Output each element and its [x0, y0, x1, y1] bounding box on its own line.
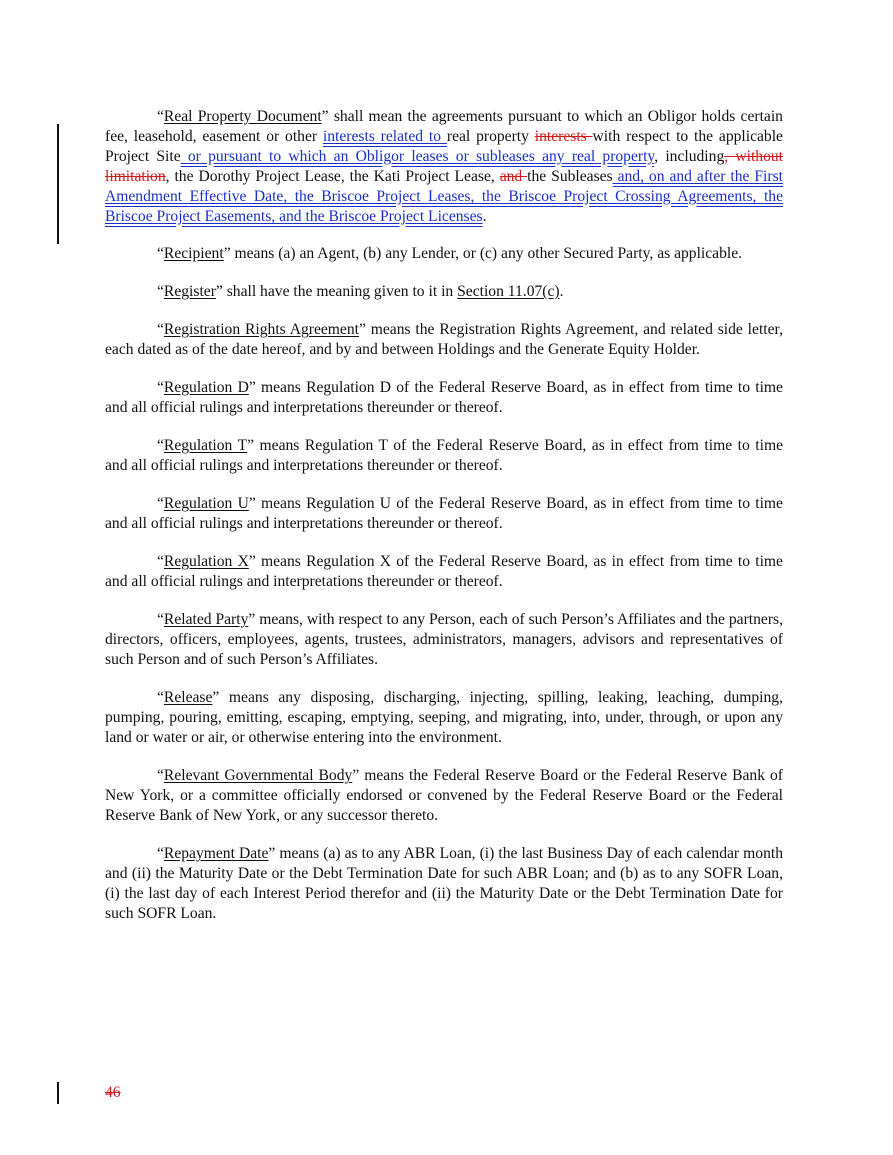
definition-paragraph: “Registration Rights Agreement” means the Registration Rights Agreement, and related side letter, each dated as of the date hereof, and by and between Holdings and the Generate Equity Holder.: [105, 321, 783, 358]
definition-paragraph: “Regulation U” means Regulation U of the Federal Reserve Board, as in effect from time to time and all official rulings and interpretations thereunder or thereof.: [105, 495, 783, 532]
defined-term: Regulation U: [163, 495, 249, 512]
change-bar-top: [57, 124, 59, 244]
deleted-text: interests: [534, 128, 593, 145]
change-bar-bottom: [57, 1082, 59, 1104]
defined-term: Regulation T: [163, 437, 248, 454]
definition-text: , the Dorothy Project Lease, the Kati Project Lease,: [165, 168, 500, 185]
inserted-text: or pursuant to which an Obligor leases or subleases any real property: [180, 148, 655, 165]
definition-text: ” means Regulation D of the Federal Reserve Board, as in effect from time to time and all official rulings and interpretations thereunder or thereof.: [105, 379, 783, 416]
page-number: 46: [105, 1084, 121, 1101]
definition-paragraph: “Register” shall have the meaning given to it in Section 11.07(c).: [157, 283, 564, 300]
defined-term: Register: [163, 283, 216, 300]
definition-text: ” means the Registration Rights Agreement, and related side letter, each dated as of the date hereof, and by and between Holdings and the Generate Equity Holder.: [105, 321, 783, 358]
definition-text: ” means Regulation U of the Federal Reserve Board, as in effect from time to time and all official rulings and interpretations thereunder or thereof.: [105, 495, 783, 532]
definition-text: ” shall mean the agreements pursuant to which an Obligor holds certain fee, leasehold, easement or other: [105, 108, 783, 145]
definition-paragraph: “Recipient” means (a) an Agent, (b) any Lender, or (c) any other Secured Party, as applicable.: [157, 245, 743, 262]
defined-term: Real Property Document: [163, 108, 322, 125]
deleted-text: , without limitation: [105, 148, 784, 185]
definition-paragraph: “Regulation D” means Regulation D of the Federal Reserve Board, as in effect from time to time and all official rulings and interpretations thereunder or thereof.: [105, 379, 783, 416]
definition-paragraph: “Real Property Document” shall mean the agreements pursuant to which an Obligor holds certain fee, leasehold, easement or other interests related to real property interests with respect to the applicable Project Site or pursuant to which an Obligor leases or subleases any real property, including, without limitation, the Dorothy Project Lease, the Kati Project Lease, and the Subleases and, on and after the First Amendment Effective Date, the Briscoe Project Leases, the Briscoe Project Crossing Agreements, the Briscoe Project Easements, and the Briscoe Project Licenses.: [105, 108, 784, 225]
inserted-text: and, on and after the First Amendment Effective Date, the Briscoe Project Leases, the Briscoe Project Crossing Agreements, the Briscoe Project Easements, and the Briscoe Project Licenses: [105, 168, 783, 225]
definition-paragraph: “Repayment Date” means (a) as to any ABR Loan, (i) the last Business Day of each calendar month and (ii) the Maturity Date or the Debt Termination Date for such ABR Loan; and (b) as to any SOFR Loan, (i) the last day of each Interest Period therefor and (ii) the Maturity Date or the Debt Termination Date for such SOFR Loan.: [105, 845, 783, 922]
defined-term: Recipient: [163, 245, 224, 262]
definition-text: ” means (a) as to any ABR Loan, (i) the last Business Day of each calendar month and (ii) the Maturity Date or the Debt Termination Date for such ABR Loan; and (b) as to any SOFR Loan, (i) the last day of each Interest Period therefor and (ii) the Maturity Date or the Debt Termination Date for such SOFR Loan.: [105, 845, 783, 922]
definition-paragraph: “Related Party” means, with respect to any Person, each of such Person’s Affiliates and the partners, directors, officers, employees, agents, trustees, administrators, managers, advisors and representatives of such Person and of such Person’s Affiliates.: [105, 611, 783, 668]
definition-text: with respect to the applicable Project Site: [105, 128, 783, 165]
defined-term: Relevant Governmental Body: [163, 767, 353, 784]
definition-text: ” means the Federal Reserve Board or the Federal Reserve Bank of New York, or a committee officially endorsed or convened by the Federal Reserve Board or the Federal Reserve Bank of New York, or any successor thereto.: [105, 767, 783, 824]
definition-text: , including: [654, 148, 725, 165]
definition-paragraph: “Relevant Governmental Body” means the Federal Reserve Board or the Federal Reserve Bank of New York, or a committee officially endorsed or convened by the Federal Reserve Board or the Federal Reserve Bank of New York, or any successor thereto.: [105, 767, 783, 824]
defined-term: Repayment Date: [163, 845, 269, 862]
definition-paragraph: “Regulation T” means Regulation T of the Federal Reserve Board, as in effect from time to time and all official rulings and interpretations thereunder or thereof.: [105, 437, 783, 474]
definition-text: ” means, with respect to any Person, each of such Person’s Affiliates and the partners, directors, officers, employees, agents, trustees, administrators, managers, advisors and representatives of such Person and of such Person’s Affiliates.: [105, 611, 783, 668]
definition-text: ” means Regulation X of the Federal Reserve Board, as in effect from time to time and all official rulings and interpretations thereunder or thereof.: [105, 553, 783, 590]
defined-term: Regulation D: [163, 379, 249, 396]
definition-text: ” shall have the meaning given to it in: [215, 283, 458, 300]
deleted-text: and: [499, 168, 528, 185]
definition-text: .: [482, 208, 487, 225]
definition-text: real property: [446, 128, 535, 145]
definition-text: .: [559, 283, 564, 300]
definition-paragraph: “Regulation X” means Regulation X of the Federal Reserve Board, as in effect from time to time and all official rulings and interpretations thereunder or thereof.: [105, 553, 783, 590]
definition-text: the Subleases: [527, 168, 613, 185]
defined-term: Release: [163, 689, 213, 706]
defined-term: Registration Rights Agreement: [163, 321, 359, 338]
definition-text: ” means Regulation T of the Federal Reserve Board, as in effect from time to time and all official rulings and interpretations thereunder or thereof.: [105, 437, 783, 474]
definition-paragraph: “Release” means any disposing, discharging, injecting, spilling, leaking, leaching, dumping, pumping, pouring, emitting, escaping, emptying, seeping, and migrating, into, under, through, or upon any land or water or air, or otherwise entering into the environment.: [105, 689, 783, 746]
defined-term: Regulation X: [163, 553, 249, 570]
inserted-text: interests related to: [322, 128, 447, 145]
definition-text: ” means any disposing, discharging, injecting, spilling, leaking, leaching, dumping, pumping, pouring, emitting, escaping, emptying, seeping, and migrating, into, under, through, or upon any land or water or air, or otherwise entering into the environment.: [105, 689, 783, 746]
defined-term: Related Party: [163, 611, 249, 628]
definitions-list: [105, 107, 783, 942]
section-reference: Section 11.07(c): [457, 283, 560, 300]
definition-text: ” means (a) an Agent, (b) any Lender, or (c) any other Secured Party, as applicable.: [223, 245, 743, 262]
